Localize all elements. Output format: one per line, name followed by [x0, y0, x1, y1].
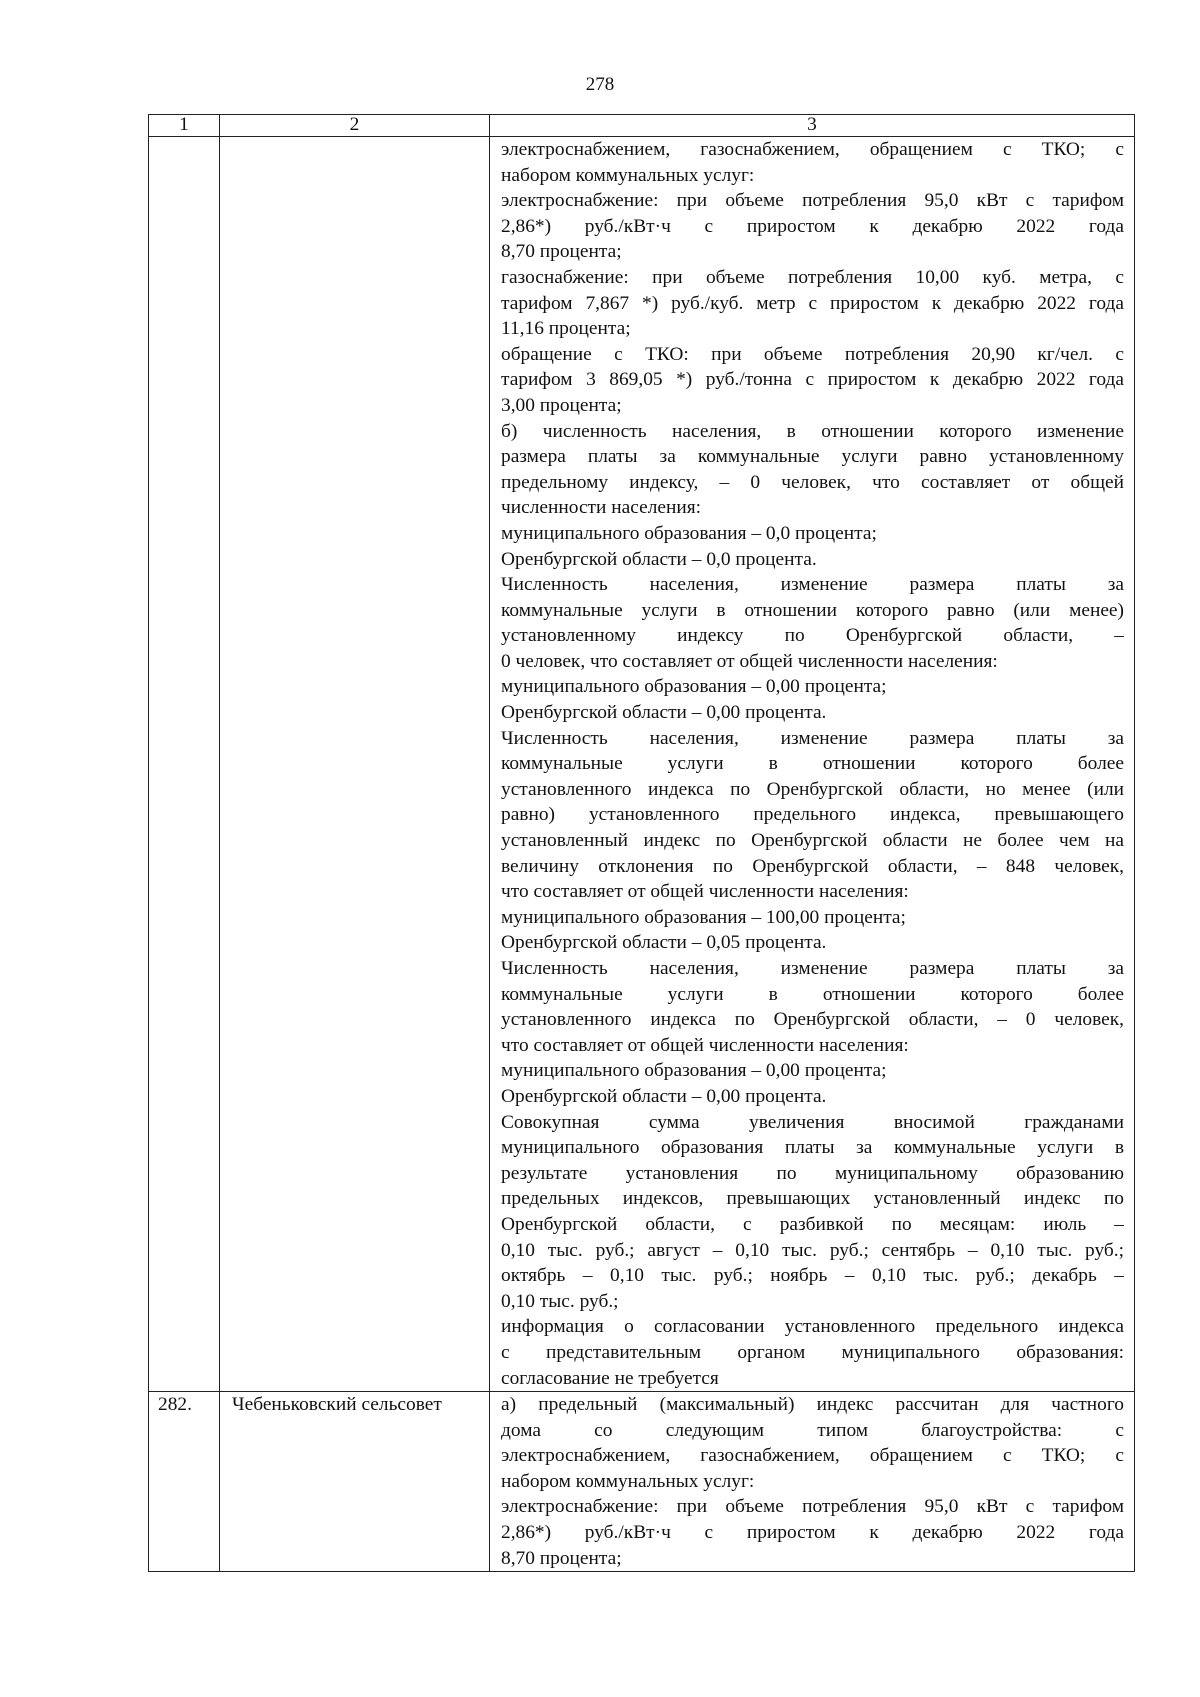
text-line: Оренбургской области – 0,0 процента. — [501, 548, 817, 570]
text-line: электроснабжением, газоснабжением, обращением с ТКО; с — [501, 139, 1124, 160]
text-line: муниципального образования – 0,00 процента; — [501, 1060, 887, 1082]
text-line: Оренбургской области, с разбивкой по месяцам: июль – — [501, 1213, 1124, 1235]
column-header-3: 3 — [490, 115, 1135, 137]
table-row — [149, 1392, 1135, 1572]
text-line: обращение с ТКО: при объеме потребления 20,90 кг/чел. с — [501, 343, 1124, 365]
text-line: установленного индекса по Оренбургской области, но менее (или — [501, 778, 1124, 800]
text-line: б) численность населения, в отношении которого изменение — [501, 420, 1124, 442]
document-table — [148, 114, 1135, 1572]
row-text — [490, 137, 1135, 1392]
text-line: установленного индекса по Оренбургской области, – 0 человек, — [501, 1009, 1124, 1031]
text-line: равно) установленного предельного индекса, превышающего — [501, 804, 1124, 826]
text-line: электроснабжение: при объеме потребления 95,0 кВт с тарифом — [501, 1496, 1124, 1518]
text-line: предельных индексов, превышающих установленный индекс по — [501, 1188, 1124, 1210]
text-line: 2,86*) руб./кВт·ч с приростом к декабрю 2022 года — [501, 215, 1124, 237]
text-line: а) предельный (максимальный) индекс рассчитан для частного — [501, 1394, 1124, 1416]
text-line: предельному индексу, – 0 человек, что составляет от общей — [501, 471, 1124, 493]
text-line: тарифом 3 869,05 *) руб./тонна с приростом к декабрю 2022 года — [501, 369, 1124, 391]
text-line: коммунальные услуги в отношении которого более — [501, 983, 1124, 1005]
text-line: газоснабжение: при объеме потребления 10,00 куб. метра, с — [501, 266, 1124, 288]
text-line: 8,70 процента; — [501, 1547, 622, 1569]
text-line: что составляет от общей численности населения: — [501, 1034, 909, 1056]
text-line: 2,86*) руб./кВт·ч с приростом к декабрю 2022 года — [501, 1522, 1124, 1544]
table-header-row — [149, 115, 1135, 137]
text-line: коммунальные услуги в отношении которого равно (или менее) — [501, 599, 1124, 621]
text-line: муниципального образования – 0,0 процента; — [501, 522, 877, 544]
text-line: Совокупная сумма увеличения вносимой гражданами — [501, 1111, 1124, 1133]
text-line: Оренбургской области – 0,05 процента. — [501, 932, 827, 954]
text-line: муниципального образования – 0,00 процента; — [501, 676, 887, 698]
text-line: согласование не требуется — [501, 1367, 719, 1389]
text-line: муниципального образования платы за коммунальные услуги в — [501, 1137, 1124, 1159]
text-line: набором коммунальных услуг: — [501, 1470, 755, 1492]
text-line: с представительным органом муниципального образования: — [501, 1341, 1124, 1363]
municipality-name: Чебеньковский сельсовет — [220, 1392, 490, 1572]
text-line: октябрь – 0,10 тыс. руб.; ноябрь – 0,10 тыс. руб.; декабрь – — [501, 1265, 1124, 1287]
text-line: результате установления по муниципальному образованию — [501, 1162, 1124, 1184]
text-line: размера платы за коммунальные услуги равно установленному — [501, 446, 1124, 468]
text-line: Численность населения, изменение размера платы за — [501, 727, 1124, 749]
text-line: величину отклонения по Оренбургской области, – 848 человек, — [501, 855, 1124, 877]
row-number: 282. — [149, 1392, 220, 1572]
row-text — [490, 1392, 1135, 1572]
text-line: Оренбургской области – 0,00 процента. — [501, 702, 827, 724]
text-line: установленный индекс по Оренбургской области не более чем на — [501, 830, 1124, 852]
text-line: Оренбургской области – 0,00 процента. — [501, 1085, 827, 1107]
text-line: 3,00 процента; — [501, 394, 622, 416]
text-line: 11,16 процента; — [501, 318, 631, 340]
text-line: установленному индексу по Оренбургской области, – — [501, 625, 1124, 647]
text-line: что составляет от общей численности населения: — [501, 881, 909, 903]
text-line: электроснабжение: при объеме потребления 95,0 кВт с тарифом — [501, 190, 1124, 212]
text-line: информация о согласовании установленного предельного индекса — [501, 1316, 1124, 1338]
column-header-2: 2 — [220, 115, 490, 137]
text-line: Численность населения, изменение размера платы за — [501, 574, 1124, 596]
table-row — [149, 137, 1135, 1392]
text-line: муниципального образования – 100,00 процента; — [501, 906, 906, 928]
municipality-name — [220, 137, 490, 1392]
text-line: 0 человек, что составляет от общей численности населения: — [501, 650, 998, 672]
text-line: 8,70 процента; — [501, 241, 622, 263]
text-line: Численность населения, изменение размера платы за — [501, 958, 1124, 979]
text-line: 0,10 тыс. руб.; август – 0,10 тыс. руб.; сентябрь – 0,10 тыс. руб.; — [501, 1239, 1124, 1261]
column-header-1: 1 — [149, 115, 220, 137]
text-line: 0,10 тыс. руб.; — [501, 1290, 619, 1312]
text-line: численности населения: — [501, 497, 702, 519]
row-number — [149, 137, 220, 1392]
text-line: дома со следующим типом благоустройства: с — [501, 1419, 1124, 1441]
text-line: коммунальные услуги в отношении которого более — [501, 753, 1124, 775]
page-number: 278 — [585, 74, 615, 95]
text-line: электроснабжением, газоснабжением, обращением с ТКО; с — [501, 1445, 1124, 1467]
text-line: набором коммунальных услуг: — [501, 164, 755, 186]
text-line: тарифом 7,867 *) руб./куб. метр с приростом к декабрю 2022 года — [501, 292, 1124, 314]
